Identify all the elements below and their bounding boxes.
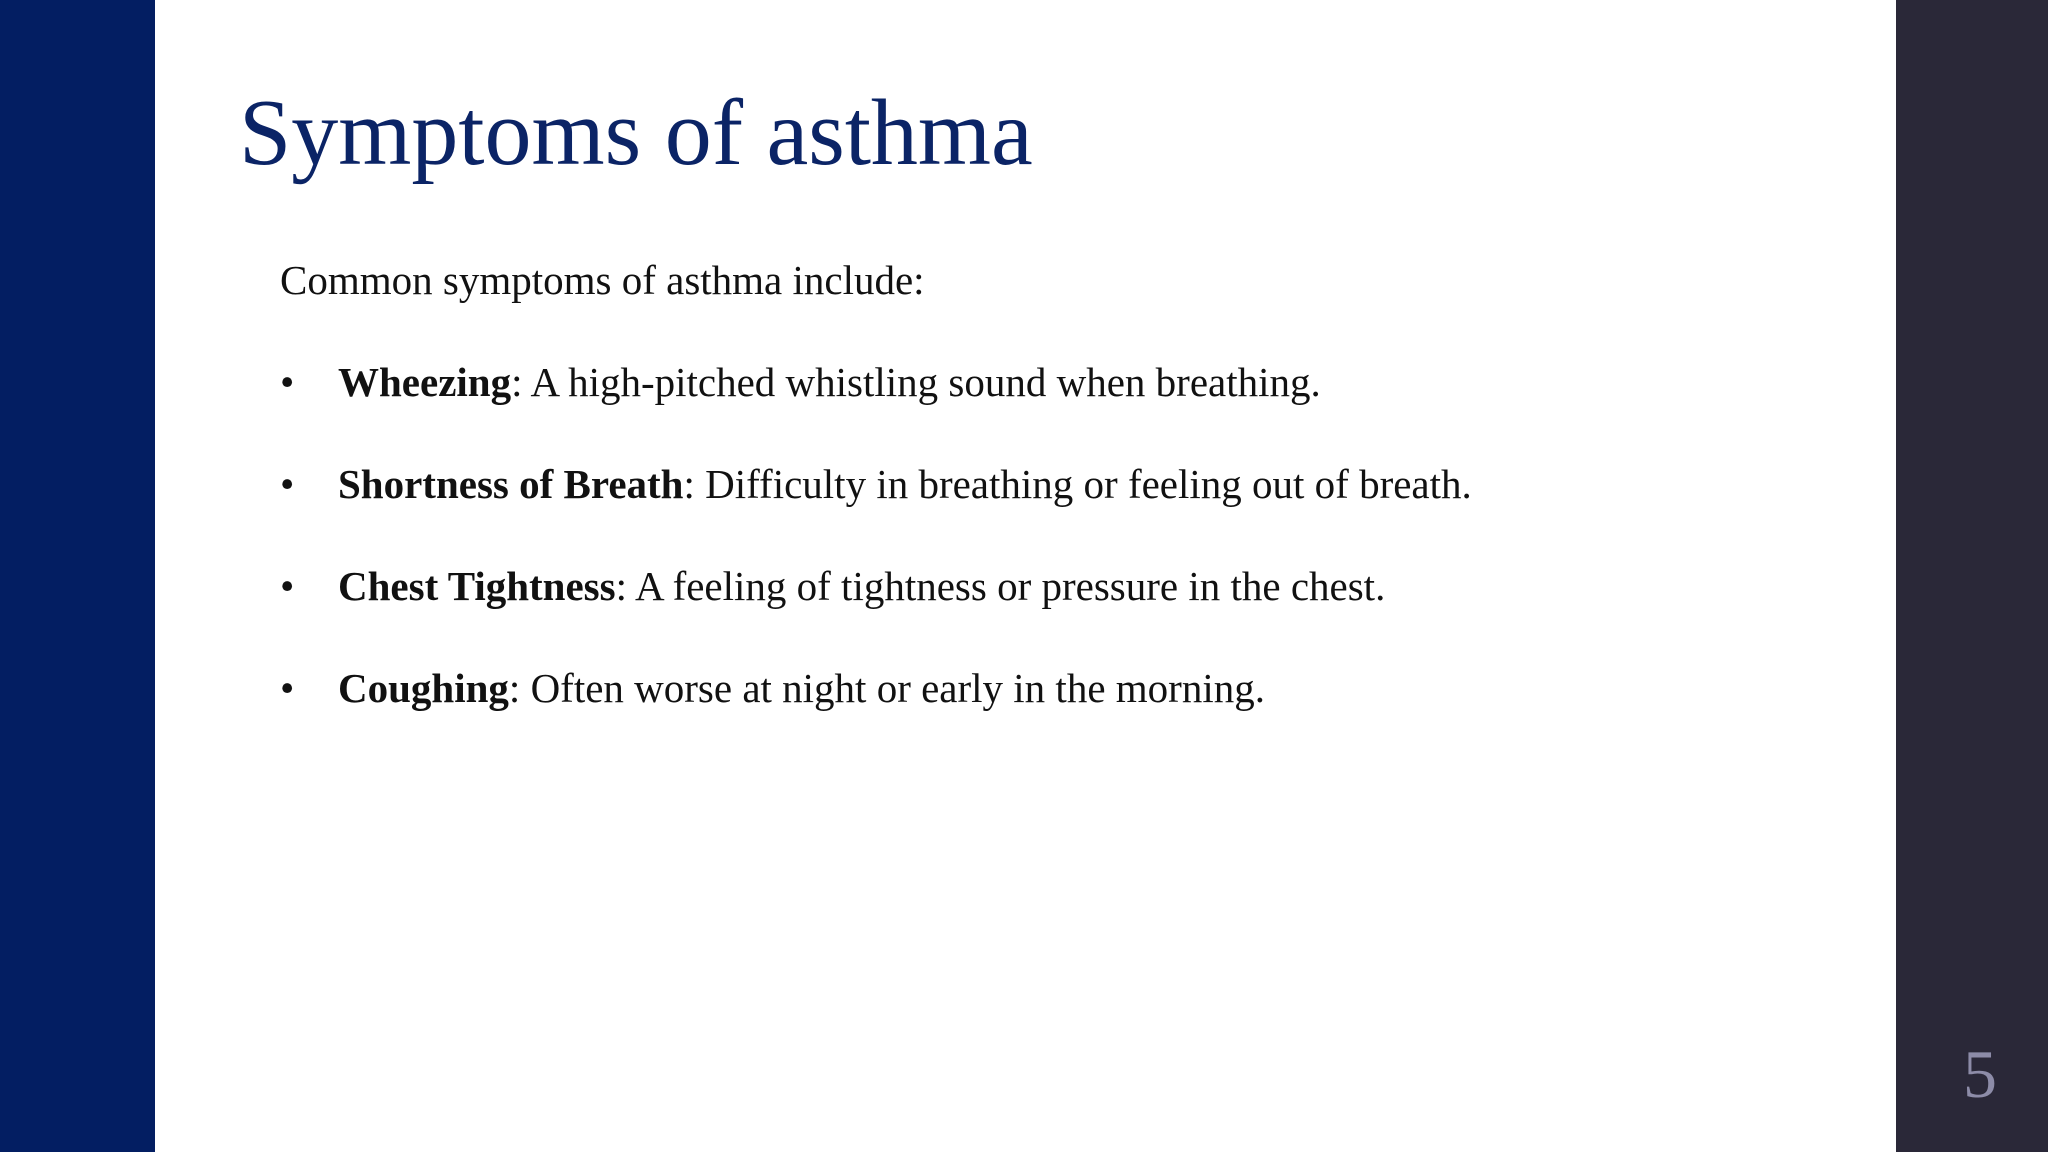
symptom-description: : Often worse at night or early in the morning. bbox=[508, 665, 1265, 711]
symptom-description: : A feeling of tightness or pressure in the chest. bbox=[615, 563, 1386, 609]
left-accent-band bbox=[0, 0, 155, 1152]
list-item-chest-tightness bbox=[280, 562, 1840, 612]
list-item-shortness-of-breath bbox=[280, 460, 1840, 510]
symptom-term: Wheezing bbox=[338, 359, 512, 405]
bullet-icon: • bbox=[280, 563, 295, 609]
list-item-wheezing bbox=[280, 358, 1840, 408]
symptom-description: : Difficulty in breathing or feeling out of breath. bbox=[683, 461, 1472, 507]
symptom-term: Chest Tightness bbox=[338, 563, 616, 609]
bullet-icon: • bbox=[280, 461, 295, 507]
symptom-term: Shortness of Breath bbox=[338, 461, 684, 507]
intro-text: Common symptoms of asthma include: bbox=[280, 257, 925, 303]
slide-title: Symptoms of asthma bbox=[239, 81, 1033, 185]
right-accent-band bbox=[1896, 0, 2048, 1152]
symptom-description: : A high-pitched whistling sound when breathing. bbox=[511, 359, 1321, 405]
symptom-list bbox=[280, 358, 1840, 714]
slide-body bbox=[280, 256, 1840, 766]
symptom-term: Coughing bbox=[338, 665, 509, 711]
bullet-icon: • bbox=[280, 359, 295, 405]
list-item-coughing bbox=[280, 664, 1840, 714]
page-number: 5 bbox=[1963, 1036, 1997, 1112]
bullet-icon: • bbox=[280, 665, 295, 711]
